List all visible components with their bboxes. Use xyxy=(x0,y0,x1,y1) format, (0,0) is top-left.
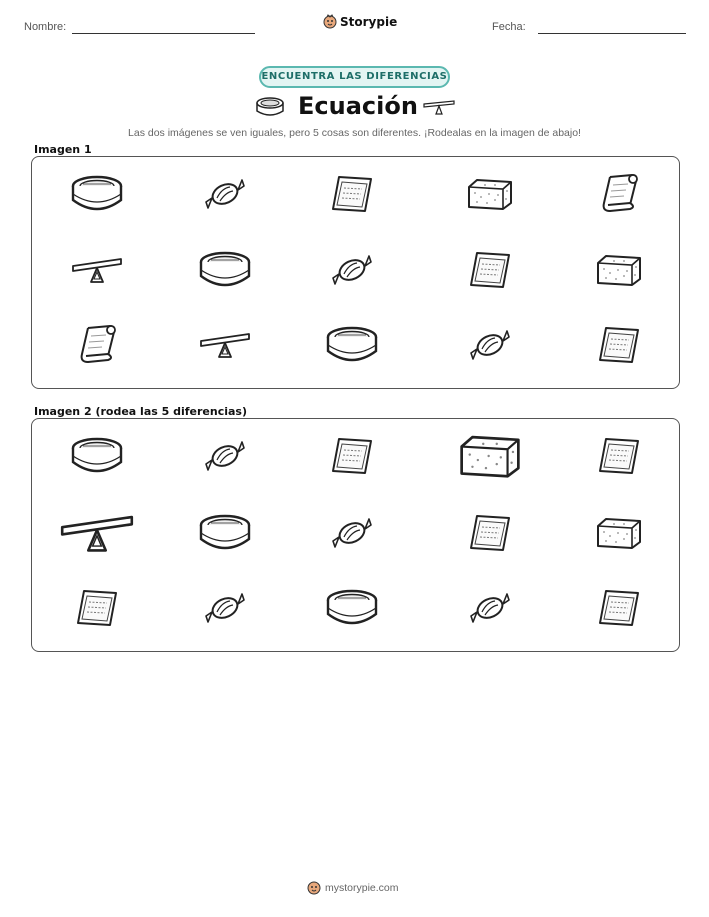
scroll-icon xyxy=(598,171,640,221)
drum-icon xyxy=(324,323,380,371)
image1-label: Imagen 1 xyxy=(34,143,92,156)
page-title: Ecuación xyxy=(298,92,418,120)
image2-label: Imagen 2 (rodea las 5 diferencias) xyxy=(34,405,248,418)
activity-badge: ENCUENTRA LAS DIFERENCIAS xyxy=(259,66,450,88)
instructions: Las dos imágenes se ven iguales, pero 5 cosas son diferentes. ¡Rodealas en la imagen de abajo! xyxy=(128,127,581,139)
footer-url: mystorypie.com xyxy=(325,882,399,894)
tablet-icon xyxy=(467,249,513,295)
drum-icon xyxy=(197,248,253,296)
candy-icon[interactable] xyxy=(202,438,248,478)
tablet-icon xyxy=(329,173,375,219)
candy-icon[interactable] xyxy=(329,515,375,555)
tablet-icon[interactable] xyxy=(74,587,120,633)
tablet-icon[interactable] xyxy=(467,512,513,558)
scroll-icon xyxy=(76,322,118,372)
drum-icon[interactable] xyxy=(197,511,253,559)
footer xyxy=(307,880,399,896)
drum-icon[interactable] xyxy=(324,586,380,634)
seesaw-icon xyxy=(71,254,123,290)
name-label: Nombre: xyxy=(24,21,67,33)
sponge-icon xyxy=(594,251,644,293)
date-line[interactable] xyxy=(538,33,686,34)
tablet-icon[interactable] xyxy=(596,435,642,481)
brand-name: Storypie xyxy=(340,15,398,29)
sponge-icon[interactable] xyxy=(456,430,524,485)
candy-icon xyxy=(329,252,375,292)
date-label: Fecha: xyxy=(492,21,526,33)
seesaw-icon xyxy=(199,329,251,365)
candy-icon[interactable] xyxy=(202,590,248,630)
name-line[interactable] xyxy=(72,33,255,34)
candy-icon[interactable] xyxy=(467,590,513,630)
brand-logo xyxy=(323,14,397,30)
drum-icon[interactable] xyxy=(69,434,125,482)
sponge-icon xyxy=(465,175,515,217)
tablet-icon[interactable] xyxy=(329,435,375,481)
seesaw-icon[interactable] xyxy=(59,510,134,560)
tablet-icon xyxy=(596,324,642,370)
drum-icon xyxy=(255,95,285,119)
storypie-mascot-icon xyxy=(323,14,337,30)
sponge-icon[interactable] xyxy=(594,514,644,556)
candy-icon xyxy=(467,327,513,367)
candy-icon xyxy=(202,176,248,216)
seesaw-icon xyxy=(422,98,456,116)
drum-icon xyxy=(69,172,125,220)
storypie-mascot-icon xyxy=(307,880,321,896)
tablet-icon[interactable] xyxy=(596,587,642,633)
